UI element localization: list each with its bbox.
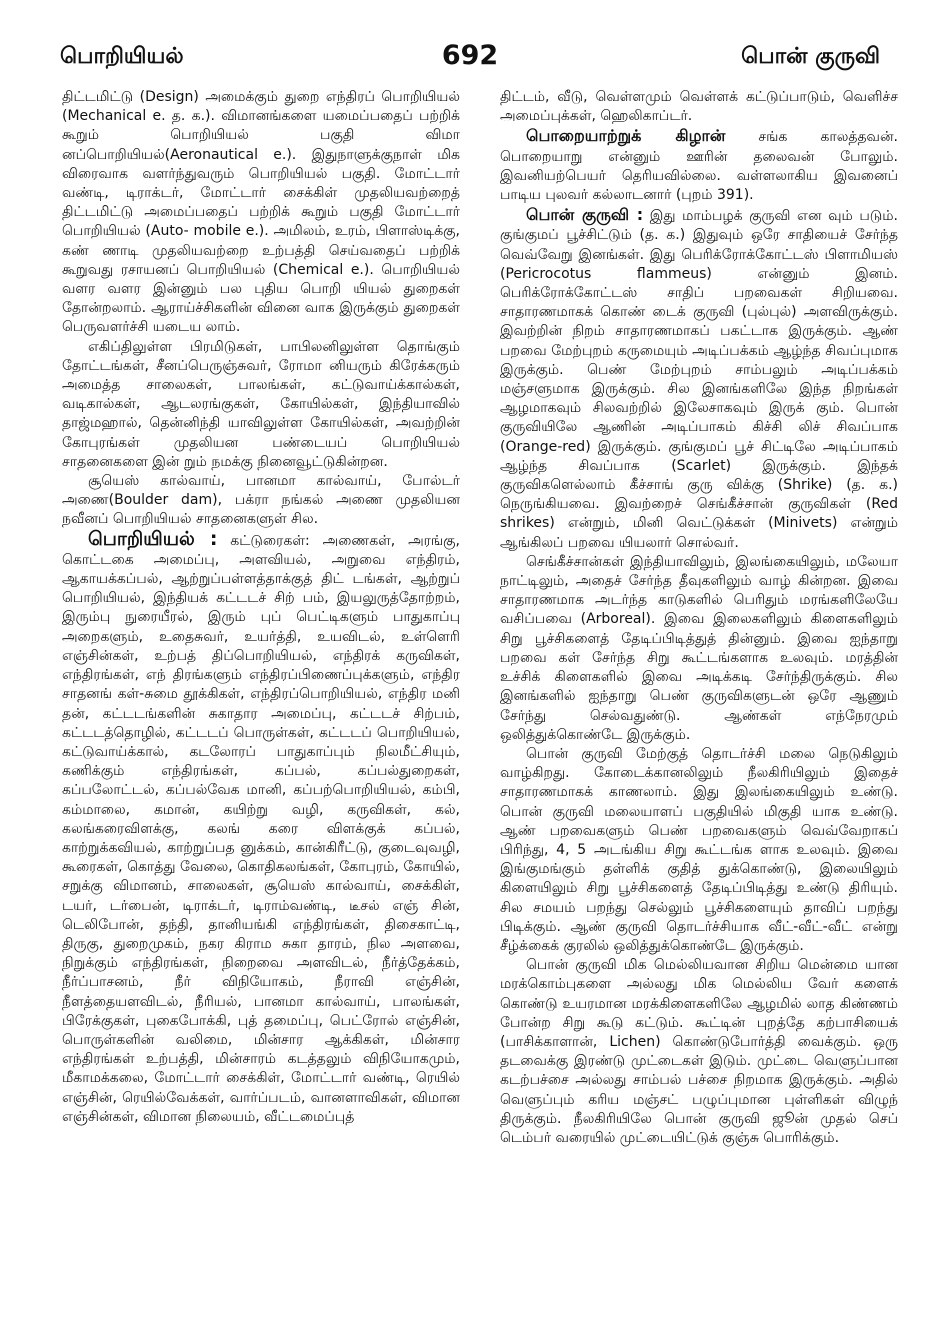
- running-head: [60, 40, 880, 76]
- entry-headword: பொறையாற்றுக் கிழான்: [526, 126, 726, 146]
- paragraph: திட்டம், வீடு, வெள்ளமும் வெள்ளக் கட்டுப்பாடும், வெளிச்ச அமைப்புக்கள், ஹெலிகாப்டர்.: [500, 89, 898, 125]
- paragraph: பொன் குருவி மிக மெல்லியவான சிறிய மென்மை யான மரக்கொம்புகளை அல்லது மிக மெல்லிய வேர் களைக் கொண்டு உயரமான மரக்கிளைகளிலே ஆழமில் லாத கிண்ணம் போன்ற சிறு கூடு கட்டும். கூட்டின் புறத்தே கற்பாசியைக் (பாசிக்காளான், Lichen) கொண்டுபோர்த்தி வைக்கும். ஒரு தடவைக்கு இரண்டு முட்டைகள் இடும். முட்டை வெளுப்பான கடற்பச்சை அல்லது சாம்பல் பச்சை நிறமாக இருக்கும். அதில் வெளுப்பும் கரிய மஞ்சட் பழுப்புமான புள்ளிகள் விழுந் திருக்கும். நீலகிரியிலே பொன் குருவி ஜூன் முதல் செப் டெம்பர் வரையில் முட்டையிட்டுக் குஞ்சு பொரிக்கும்.: [500, 957, 898, 1146]
- paragraph: எகிப்திலுள்ள பிரமிடுகள், பாபிலனிலுள்ள தொங்கும் தோட்டங்கள், சீனப்பெருஞ்சுவர், ரோமா னியரும் கிரேக்கரும் அமைத்த சாலைகள், பாலங்கள், கட்டுவாய்க்கால்கள், வடிகால்கள், ஆடலரங்குகள், கோயில்கள், இந்தியாவில் தாஜ்மஹால், தென்னிந்தி யாவிலுள்ள கோயில்கள், அவற்றின் கோபுரங்கள் முதலியன பண்டையப் பொறியியல் சாதனைகளை இன் றும் நமக்கு நினைவூட்டுகின்றன.: [62, 338, 460, 470]
- entry-body: சங்க காலத்தவன். பொறையாறு என்னும் ஊரின் தலைவன் போலும். இவனியற்பெயர் தெரியவில்லை. வள்ளலாகிய இவனைப் பாடிய புலவர் கல்லாடனார் (புறம் 391).: [500, 129, 898, 204]
- paragraph: சூயெஸ் கால்வாய், பானமா கால்வாய், போல்டர் அணை(Boulder dam), பக்ரா நங்கல் அணை முதலியன நவீனப் பொறியியல் சாதனைகளுள் சில.: [62, 473, 460, 528]
- paragraph: செங்கீச்சான்கள் இந்தியாவிலும், இலங்கையிலும், மலேயா நாட்டிலும், அதைச் சேர்ந்த தீவுகளிலும் வாழ் கின்றன. இவை சாதாரணமாக அடர்ந்த காடுகளில் பெரிதும் மரங்களிலேயே வசிப்பவை (Arboreal). இவை இலைகளிலும் கிளைகளிலும் சிறு பூச்சிகளைத் தேடிப்பிடித்துத் தின்னும். இவை ஐந்தாறு பறவை கள் சேர்ந்த சிறு கூட்டங்களாக உலவும். மரத்தின் உச்சிக் கிளைகளில் இவை அடிக்கடி சேர்ந்திருக்கும். சில இனங்களில் ஐந்தாறு பெண் குருவிகளுடன் ஒரே ஆணும் சேர்ந்து செல்வதுண்டு. ஆண்கள் எந்நேரமும் ஒலித்துக்கொண்டே இருக்கும்.: [500, 553, 898, 743]
- running-head-left: பொறியியல்: [60, 44, 184, 69]
- entry-body: கட்டுரைகள்: அணைகள், அரங்கு, கொட்டகை அமைப்பு, அளவியல், அறுவை எந்திரம், ஆகாயக்கப்பல், ஆற்றுப்பள்ளத்தாக்குத் திட் டங்கள், ஆற்றுப் பொறியியல், இந்தியக் கட்டடச் சிற் பம், இயலுருத்தோற்றம், இரும்பு நுரையீரல், இரும் புப் பெட்டிகளும் பாதுகாப்பு அறைகளும், உதைசுவர், உயர்த்தி, உயவிடல், உள்ளெரி எஞ்சின்கள், உற்பத் திப்பொறியியல், எந்திரக் கருவிகள், எந்திரங்கள், எந் திரங்களும் எந்திரப்பிணைப்புக்களும், எந்திர சாதனங் கள்-சுமை தூக்கிகள், எந்திரப்பொறியியல், எந்திர மனி தன், கட்டடங்களின் சுகாதார அமைப்பு, கட்டடச் சிற்பம், கட்டடத்தொழில், கட்டடப் பொருள்கள், கட்டடப் பொறியியல், கட்டுவாய்க்கால், கடலோரப் பாதுகாப்பும் நிலமீட்சியும், கணிக்கும் எந்திரங்கள், கப்பல், கப்பல்துறைகள், கப்பலோட்டல், கப்பல்வேக மானி, கப்பற்பொறியியல், கம்பி, கம்மாலை, கமான், கயிற்று வழி, கருவிகள், கல், கலங்கரைவிளக்கு, கலங் கரை விளக்குக் கப்பல், காற்றுக்கவியல், காற்றுப்பத னுக்கம், கான்கிரீட்டு, குடைவுவழி, கூரைகள், கொத்து வேலை, கொதிகலங்கள், கோபுரம், கோயில், சறுக்கு விமானம், சாலைகள், சூயெஸ் கால்வாய், சைக்கிள், டயர், டர்பைன், டிராக்டர், டிராம்வண்டி, டீசல் எஞ் சின், டெலிபோன், தந்தி, தானியங்கி எந்திரங்கள், திசைகாட்டி, திருகு, துறைமுகம், நகர கிராம சுகா தாரம், நில அளவை, நிறுக்கும் எந்திரங்கள், நிறைவை அளவிடல், நீர்த்தேக்கம், நீர்ப்பாசனம், நீர் விநியோகம், நீராவி எஞ்சின், நீளத்தையளவிடல், நீரியல், பானமா கால்வாய், பாலங்கள், பிரேக்குகள், புகைபோக்கி, புத் தமைப்பு, பெட்ரோல் எஞ்சின், பொருள்களின் வலிமை, மின்சார ஆக்கிகள், மின்சார எந்திரங்கள் உற்பத்தி, மின்சாரம் கடத்தலும் விநியோகமும், மீகாமக்கலை, மோட்டார் சைக்கிள், மோட்டார் வண்டி, ரெயில் எஞ்சின், ரெயில்வேக்கள், வார்ப்படம், வானளாவிகள், விமான எஞ்சின்கள், விமான நிலையம், வீட்டமைப்புத்: [62, 532, 460, 1125]
- entry-paragraph: [500, 126, 898, 205]
- entry-paragraph: [500, 205, 898, 553]
- page-number: 692: [441, 40, 499, 71]
- left-column: [62, 88, 460, 1293]
- paragraph: திட்டமிட்டு (Design) அமைக்கும் துறை எந்திரப் பொறியியல் (Mechanical e. த. க.). விமானங்களை யமைப்பதைப் பற்றிக் கூறும் பொறியியல் பகுதி விமா னப்பொறியியல்(Aeronautical e.). இதுநாளுக்குநாள் மிக விரைவாக வளர்ந்துவரும் பொறியியல் பகுதி. மோட்டார் வண்டி, டிராக்டர், மோட்டார் சைக்கிள் முதலியவற்றைத் திட்டமிட்டு அமைப்பதைப் பற்றிக் கூறும் பகுதி மோட்டார் பொறியியல் (Auto- mobile e.). அமிலம், உரம், பிளாஸ்டிக்கு, கண் ணாடி முதலியவற்றை உற்பத்தி செய்வதைப் பற்றிக் கூறுவது ரசாயனப் பொறியியல் (Chemical e.). பொறியியல் வளர வளர இன்னும் பல புதிய பொறி யியல் துறைகள் தோன்றலாம். ஆராய்ச்சிகளின் வினை வாக இருக்கும் துறைகள் பெருவளர்ச்சி யடைய லாம்.: [62, 89, 460, 336]
- entry-body: இது மாம்பழக் குருவி என வும் படும். குங்குமப் பூச்சிட்டும் (த. க.) இதுவும் ஒரே சாதியைச் சேர்ந்த வெவ்வேறு இனங்கள். இது பெரிக்ரோக்கோட்டஸ் பிளாமியஸ் (Pericrocotus flammeus) என்னும் இனம். பெரிக்ரோக்கோட்டஸ் சாதிப் பறவைகள் சிறியவை. சாதாரணமாகக் கொண் டைக் குருவி (புல்புல்) அளவிருக்கும். இவற்றின் நிறம் சாதாரணமாகப் பகட்டாக இருக்கும். ஆண் பறவை மேற்புறம் கருமையும் அடிப்பக்கம் ஆழ்ந்த சிவப்புமாக இருக்கும். பெண் மேற்புறம் சாம்பலும் அடிப்பக்கம் மஞ்சளுமாக இருக்கும். சில இனங்களிலே இந்த நிறங்கள் ஆழமாகவும் சிலவற்றில் இலேசாகவும் இருக் கும். பொன் குருவியிலே ஆணின் அடிப்பாகம் கிச்சி லிச் சிவப்பாக (Orange-red) இருக்கும். குங்குமப் பூச் சிட்டிலே அடிப்பாகம் ஆழ்ந்த சிவப்பாக (Scarlet) இருக்கும். இந்தக் குருவிகளெல்லாம் கீச்சாங் குரு விக்கு (Shrike) (த. க.) நெருங்கியவை. இவற்றைச் செங்கீச்சான் குருவிகள் (Red shrikes) என்றும், மினி வெட்டுக்கள் (Minivets) என்றும் ஆங்கிலப் பறவை யியலார் சொல்வர்.: [500, 208, 898, 551]
- entry-headword: பொன் குருவி :: [526, 205, 644, 225]
- running-head-right: பொன் குருவி: [741, 44, 880, 69]
- entry-headword: பொறியியல் :: [88, 527, 218, 550]
- paragraph: பொன் குருவி மேற்குத் தொடர்ச்சி மலை நெடுகிலும் வாழ்கிறது. கோடைக்கானலிலும் நீலகிரியிலும் இதைச் சாதாரணமாகக் காணலாம். இது இலங்கையிலும் உண்டு. பொன் குருவி மலையாளப் பகுதியில் மிகுதி யாக உண்டு. ஆண் பறவைகளும் பெண் பறவைகளும் வெவ்வேறாகப் பிரிந்து, 4, 5 அடங்கிய சிறு கூட்டங்க ளாக உலவும். இவை இங்குமங்கும் தள்ளிக் குதித் துக்கொண்டு, இலையிலும் கிளையிலும் சிறு பூச்சிகளைத் தேடிப்பிடித்து உண்டு திரியும். சில சமயம் பறந்து செல்லும் பூச்சிகளையும் தாவிப் பறந்து பிடிக்கும். ஆண் குருவி தொடர்ச்சியாக வீட்-வீட்-வீட் என்று சீழ்க்கைக் குரலில் ஒலித்துக்கொண்டே இருக்கும்.: [500, 745, 898, 954]
- right-column: [500, 88, 898, 1293]
- entry-paragraph: [62, 527, 460, 1127]
